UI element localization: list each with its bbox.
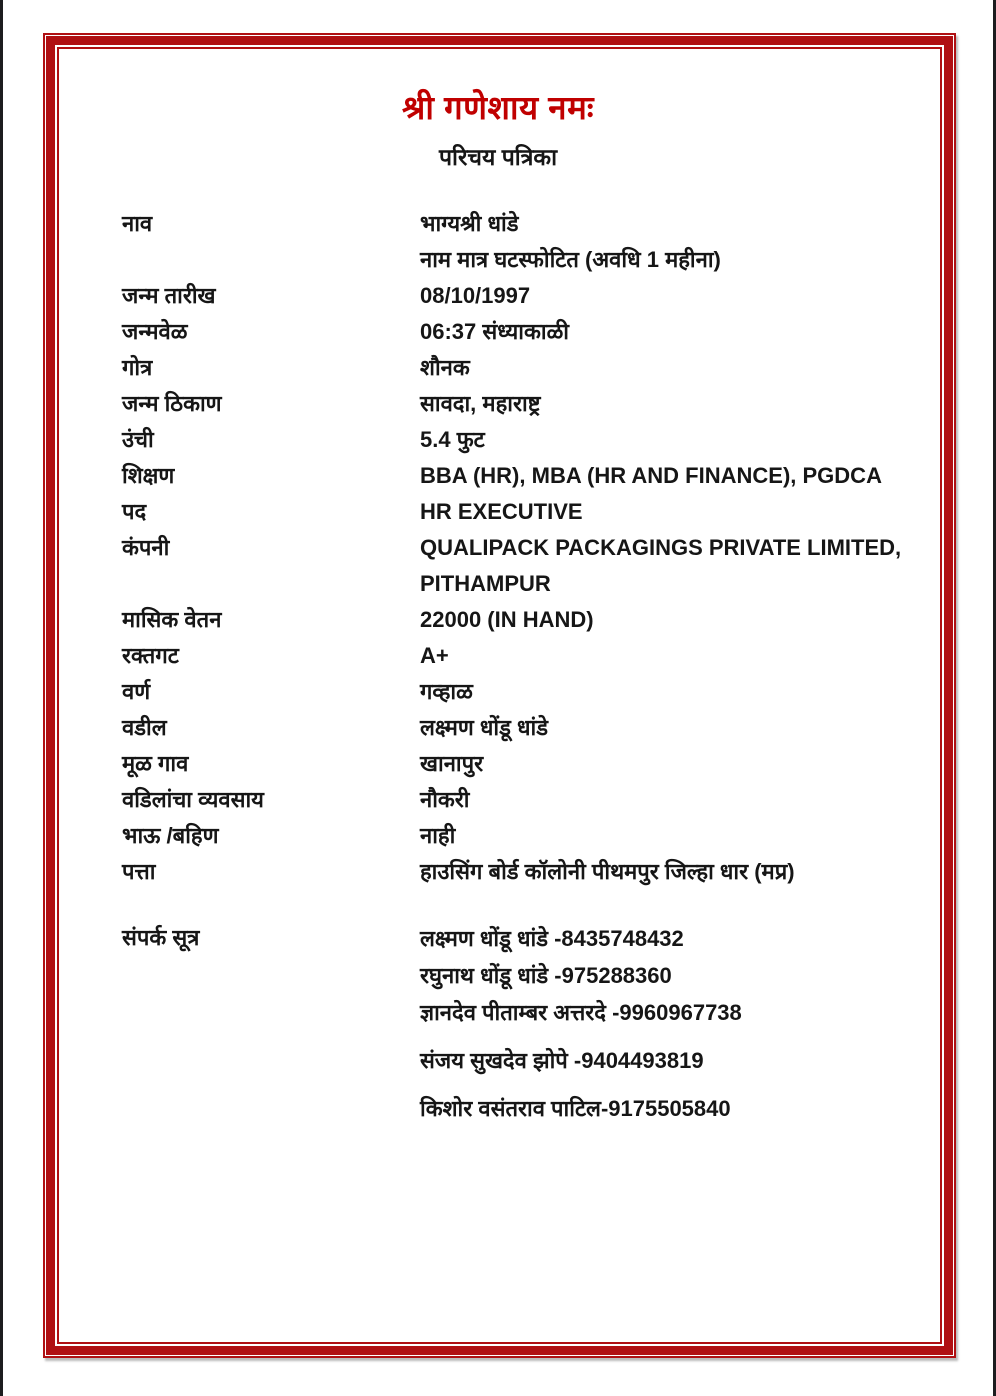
field-row-address	[122, 854, 926, 890]
field-label: पत्ता	[122, 859, 156, 884]
field-row-native-village	[122, 746, 926, 782]
field-value	[420, 602, 594, 638]
field-label: पद	[122, 499, 147, 524]
field-label: मूळ गाव	[122, 751, 189, 776]
field-row-company	[122, 530, 926, 602]
field-value-line: A+	[420, 643, 449, 668]
field-value-line: सावदा, महाराष्ट्र	[420, 391, 541, 416]
contact-entry: ज्ञानदेव पीताम्बर अत्तरदे -9960967738	[420, 1000, 742, 1025]
field-row-education	[122, 458, 926, 494]
field-label: वडील	[122, 715, 167, 740]
field-value-line: 06:37 संध्याकाळी	[420, 319, 569, 344]
field-row-complexion	[122, 674, 926, 710]
field-row-monthly-salary	[122, 602, 926, 638]
field-row-birth-date	[122, 278, 926, 314]
field-value-line: शौनक	[420, 355, 470, 380]
field-row-birth-place	[122, 386, 926, 422]
contact-entry: किशोर वसंतराव पाटिल-9175505840	[420, 1096, 731, 1121]
field-value-line: HR EXECUTIVE	[420, 499, 583, 524]
field-value	[420, 818, 455, 854]
field-value	[420, 422, 485, 458]
field-value	[420, 746, 483, 782]
field-value	[420, 638, 449, 674]
field-label: भाऊ /बहिण	[122, 823, 219, 848]
field-value-line: PITHAMPUR	[420, 571, 551, 596]
contact-entry: लक्ष्मण धोंडू धांडे -8435748432	[420, 926, 684, 951]
field-value-line: नाही	[420, 823, 456, 848]
field-row-birth-time	[122, 314, 926, 350]
field-label: जन्म ठिकाण	[122, 391, 222, 416]
field-value	[420, 674, 473, 710]
field-row-siblings	[122, 818, 926, 854]
contact-entry: रघुनाथ धोंडू धांडे -975288360	[420, 963, 672, 988]
field-row-contacts	[122, 920, 926, 1127]
field-value-line: हाउसिंग बोर्ड कॉलोनी पीथमपुर जिल्हा धार (मप्र)	[420, 859, 795, 884]
field-value-line: QUALIPACK PACKAGINGS PRIVATE LIMITED,	[420, 535, 902, 560]
field-value	[420, 530, 901, 602]
field-value-line: 22000 (IN HAND)	[420, 607, 594, 632]
field-label: नाव	[122, 211, 153, 236]
field-value-line: BBA (HR), MBA (HR AND FINANCE), PGDCA	[420, 463, 882, 488]
field-value	[420, 386, 541, 422]
field-label: जन्मवेळ	[122, 319, 188, 344]
field-value-line: भाग्यश्री धांडे	[420, 211, 519, 236]
field-value-line: गव्हाळ	[420, 679, 473, 704]
field-value	[420, 782, 470, 818]
field-value	[420, 458, 882, 494]
field-label: उंची	[122, 427, 154, 452]
field-value	[420, 854, 795, 890]
document-subtitle: परिचय पत्रिका	[438, 144, 558, 170]
field-value-line: 5.4 फुट	[420, 427, 485, 452]
contact-entry: संजय सुखदेव झोपे -9404493819	[420, 1048, 704, 1073]
field-label: रक्तगट	[122, 643, 179, 668]
contact-list	[420, 920, 742, 1127]
field-row-designation	[122, 494, 926, 530]
field-label: वडिलांचा व्यवसाय	[122, 787, 264, 812]
field-value	[420, 278, 530, 314]
field-value	[420, 314, 569, 350]
field-value-line: खानापुर	[420, 751, 484, 776]
field-label: कंपनी	[122, 535, 170, 560]
field-label: गोत्र	[122, 355, 153, 380]
biodata-fields	[122, 206, 926, 1127]
field-value	[420, 710, 548, 746]
field-row-name	[122, 206, 926, 278]
field-row-height	[122, 422, 926, 458]
field-value-line: 08/10/1997	[420, 283, 531, 308]
field-label: मासिक वेतन	[122, 607, 222, 632]
field-row-blood-group	[122, 638, 926, 674]
field-value	[420, 206, 721, 278]
field-label: संपर्क सूत्र	[122, 925, 200, 950]
field-label: जन्म तारीख	[122, 283, 216, 308]
field-row-gotra	[122, 350, 926, 386]
field-value-line: नाम मात्र घटस्फोटित (अवधि 1 महीना)	[420, 247, 721, 272]
field-label: वर्ण	[122, 679, 151, 704]
field-row-father	[122, 710, 926, 746]
field-value-line: लक्ष्मण धोंडू धांडे	[420, 715, 548, 740]
field-label: शिक्षण	[122, 463, 175, 488]
field-value	[420, 494, 583, 530]
field-value	[420, 350, 470, 386]
field-row-father-occupation	[122, 782, 926, 818]
invocation-title: श्री गणेशाय नमः	[401, 89, 595, 126]
field-value-line: नौकरी	[420, 787, 470, 812]
